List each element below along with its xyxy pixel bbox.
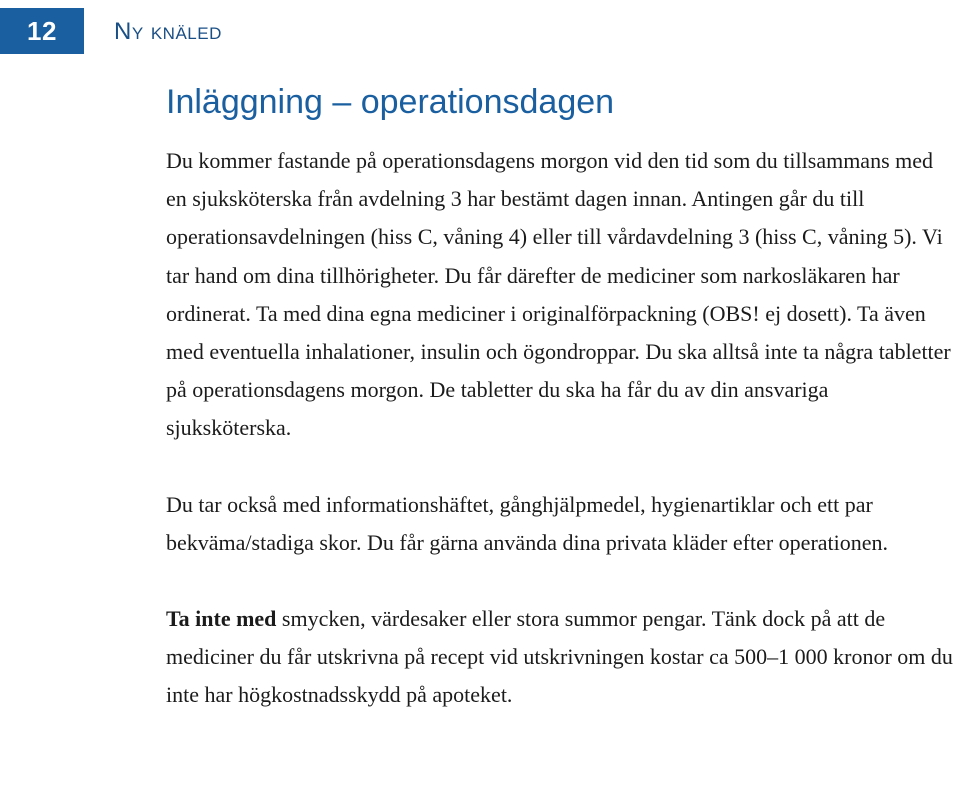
paragraph-text: smycken, värdesaker eller stora summor pengar. Tänk dock på att de mediciner du får utskrivna på recept vid utskrivningen kostar ca 500–1 000 kronor om du inte har högkostnadsskydd på apoteket.	[166, 606, 953, 708]
paragraph-do-not-bring	[166, 600, 956, 715]
bold-lead-text: Ta inte med	[166, 606, 277, 632]
section-title: Inläggning – operationsdagen	[166, 83, 615, 121]
paragraph-bring-items: Du tar också med informationshäftet, gånghjälpmedel, hygienartiklar och ett par bekväma/stadiga skor. Du får gärna använda dina privata kläder efter operationen.	[166, 491, 889, 555]
page-number: 12	[0, 8, 84, 54]
article-content	[166, 76, 956, 715]
paragraph-arrival: Du kommer fastande på operationsdagens morgon vid den tid som du tillsammans med en sjuksköterska från avdelning 3 har bestämt dagen innan. Antingen går du till operationsavdelningen (hiss C, våning 4) eller till vårdavdelning 3 (hiss C, våning 5). Vi tar hand om dina tillhörigheter. Du får därefter de mediciner som narkosläkaren har ordinerat. Ta med dina egna mediciner i originalförpackning (OBS! ej dosett). Ta även med eventuella inhalationer, insulin och ögondroppar. Du ska alltså inte ta några tabletter på operationsdagens morgon. De tabletter du ska ha får du av din ansvariga sjuksköterska.	[166, 148, 951, 441]
running-header: Ny knäled	[114, 18, 222, 45]
